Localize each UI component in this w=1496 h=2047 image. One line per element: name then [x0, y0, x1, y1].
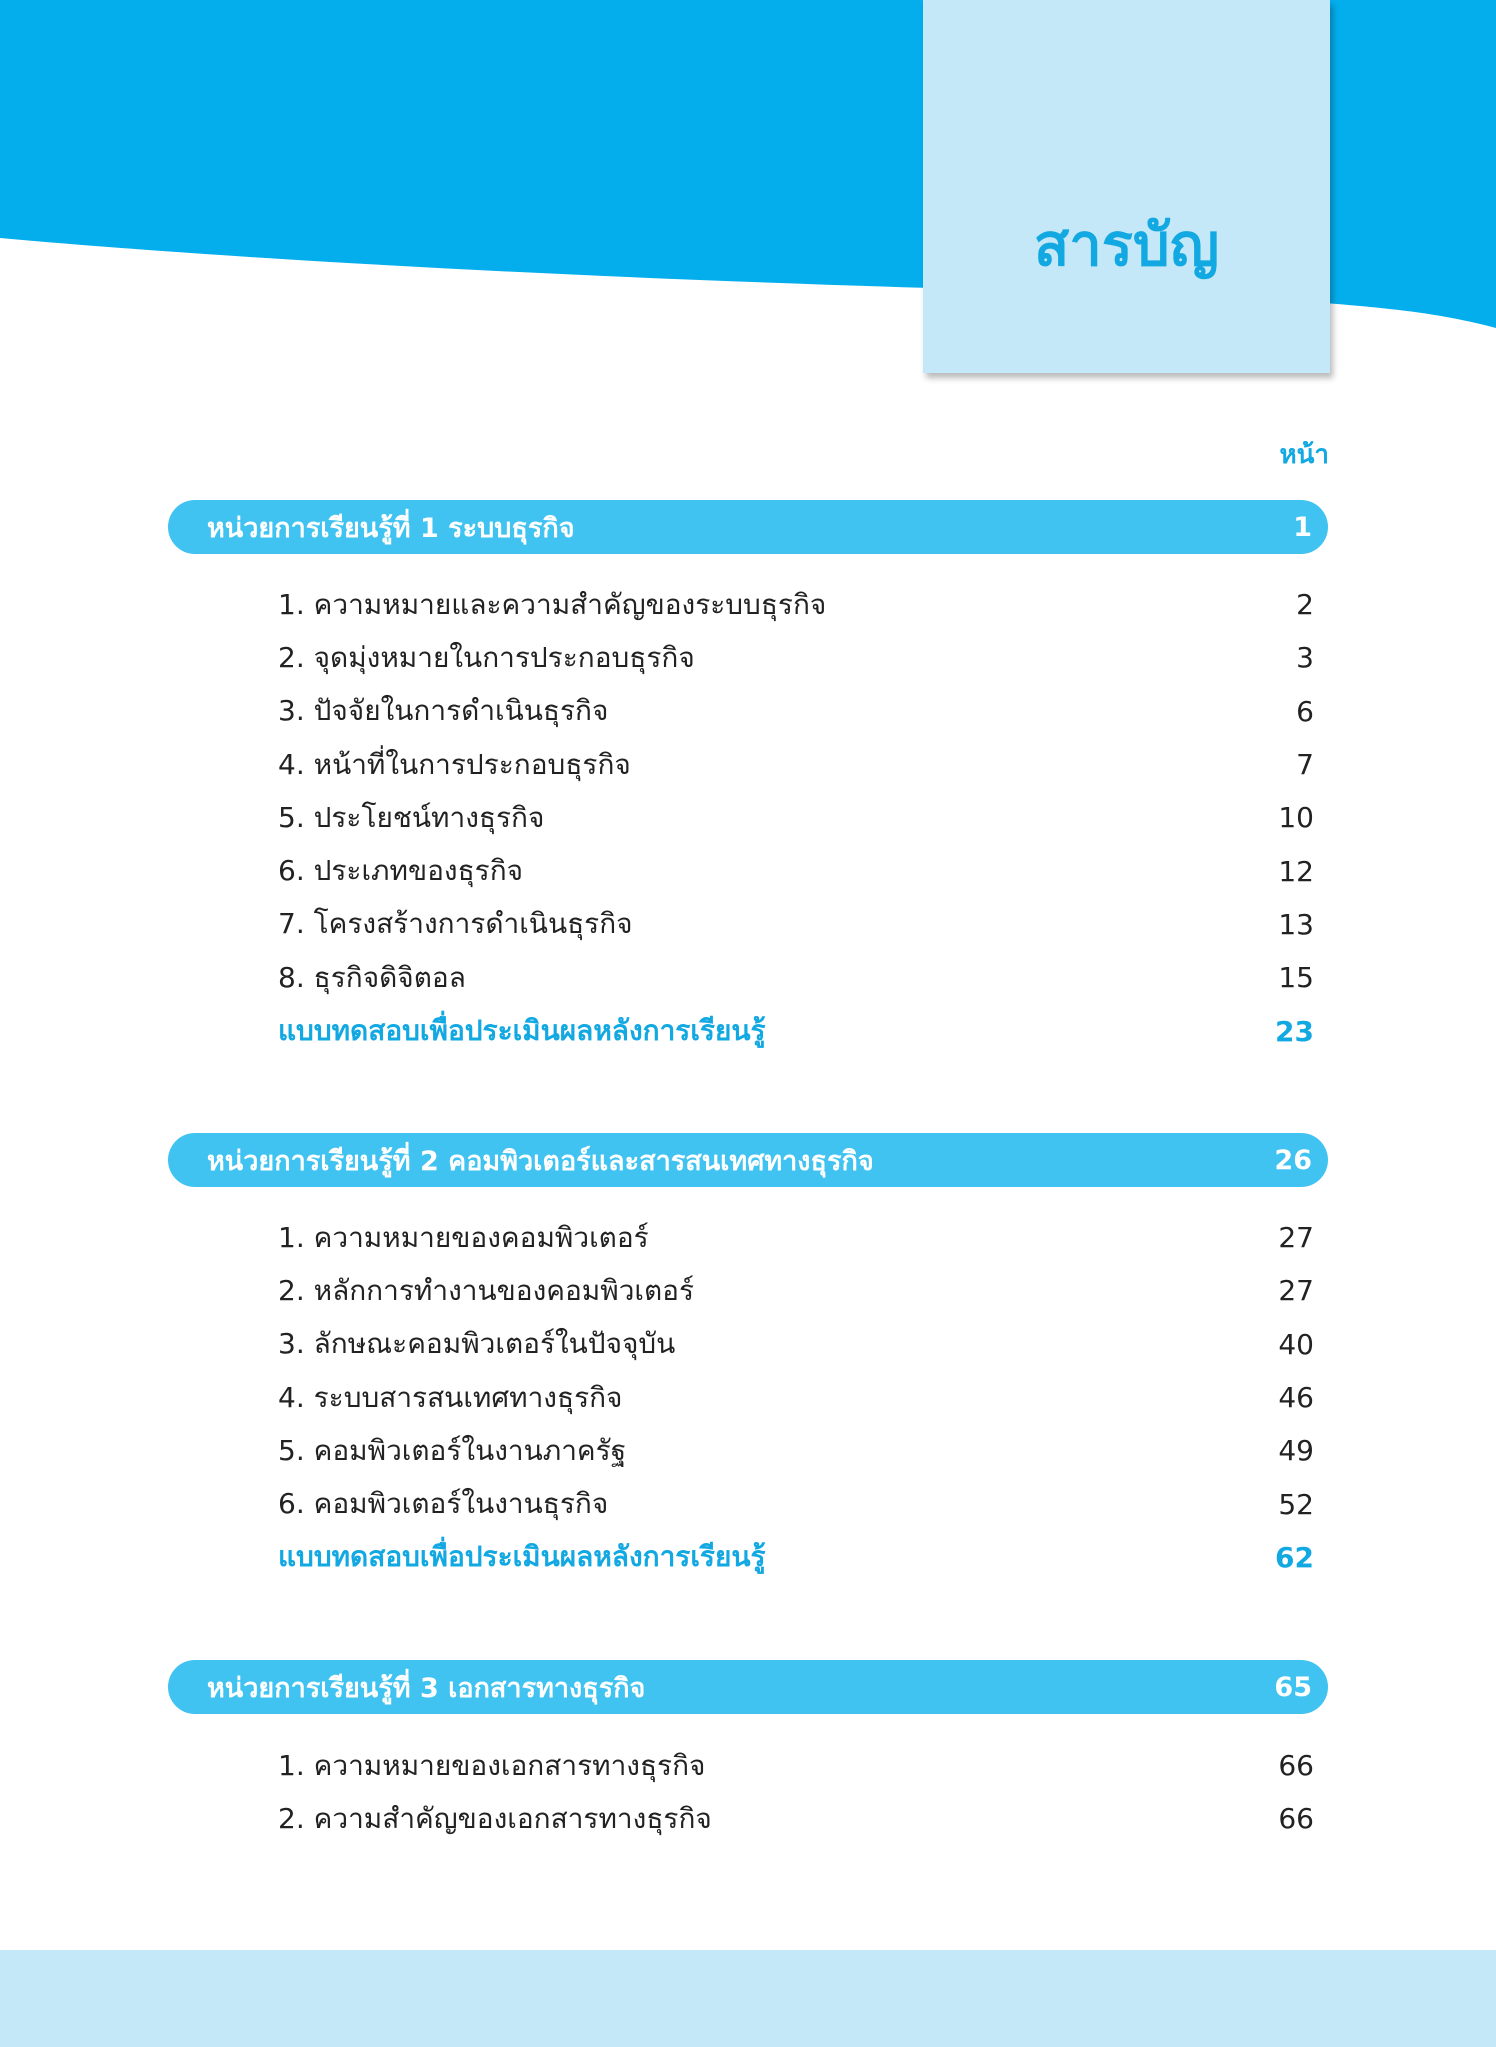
unit-title: หน่วยการเรียนรู้ที่ 3 เอกสารทางธุรกิจ — [207, 1672, 646, 1704]
entry-page: 10 — [1278, 801, 1314, 835]
entry-page: 62 — [1275, 1540, 1314, 1574]
entry-page: 3 — [1296, 641, 1314, 675]
title-card — [923, 0, 1330, 373]
entry-label: 1. ความหมายของเอกสารทางธุรกิจ — [278, 1748, 706, 1782]
entry-label: 8. ธุรกิจดิจิตอล — [278, 960, 466, 994]
entry-page: 66 — [1278, 1749, 1314, 1783]
entry-page: 12 — [1278, 854, 1314, 888]
entry-page: 49 — [1278, 1434, 1314, 1468]
entry-label: 1. ความหมายของคอมพิวเตอร์ — [278, 1220, 649, 1254]
entry-label: 4. ระบบสารสนเทศทางธุรกิจ — [278, 1380, 623, 1414]
toc-entry[interactable] — [278, 1739, 1314, 1792]
entry-page: 40 — [1278, 1327, 1314, 1361]
page-title: สารบัญ — [1033, 211, 1220, 279]
toc-entry[interactable] — [278, 951, 1314, 1004]
entry-label: 3. ลักษณะคอมพิวเตอร์ในปัจจุบัน — [278, 1327, 676, 1361]
entry-page: 6 — [1296, 694, 1314, 728]
entry-label: แบบทดสอบเพื่อประเมินผลหลังการเรียนรู้ — [278, 1014, 766, 1048]
entry-page: 7 — [1296, 748, 1314, 782]
unit-page: 65 — [1274, 1671, 1312, 1703]
entry-label: 5. ประโยชน์ทางธุรกิจ — [278, 800, 545, 834]
toc-entry[interactable] — [278, 844, 1314, 897]
page-column-label: หน้า — [1279, 440, 1329, 470]
entry-page: 15 — [1278, 961, 1314, 995]
toc-entry[interactable] — [278, 1371, 1314, 1424]
entry-page: 27 — [1278, 1221, 1314, 1255]
entry-label: 4. หน้าที่ในการประกอบธุรกิจ — [278, 747, 631, 781]
toc-entry[interactable] — [278, 738, 1314, 791]
toc-entry[interactable] — [278, 631, 1314, 684]
unit-page: 1 — [1293, 511, 1312, 543]
footer-band — [0, 1950, 1496, 2047]
unit-title: หน่วยการเรียนรู้ที่ 2 คอมพิวเตอร์และสารสนเทศทางธุรกิจ — [207, 1145, 874, 1177]
entry-page: 2 — [1296, 588, 1314, 622]
toc-entry[interactable] — [278, 1264, 1314, 1317]
toc-entry[interactable] — [278, 898, 1314, 951]
toc-entry[interactable] — [278, 578, 1314, 631]
entry-page: 46 — [1278, 1381, 1314, 1415]
unit-3-header[interactable] — [168, 1660, 1328, 1714]
entry-label: 6. ประเภทของธุรกิจ — [278, 854, 524, 888]
unit-title: หน่วยการเรียนรู้ที่ 1 ระบบธุรกิจ — [207, 512, 575, 544]
unit-2-entries — [278, 1211, 1314, 1584]
unit-1-entries — [278, 578, 1314, 1058]
entry-label: 5. คอมพิวเตอร์ในงานภาครัฐ — [278, 1433, 627, 1467]
entry-page: 13 — [1278, 907, 1314, 941]
entry-page: 66 — [1278, 1802, 1314, 1836]
toc-entry-post-test[interactable] — [278, 1004, 1314, 1057]
entry-page: 27 — [1278, 1274, 1314, 1308]
toc-entry[interactable] — [278, 1211, 1314, 1264]
entry-label: 1. ความหมายและความสำคัญของระบบธุรกิจ — [278, 587, 827, 621]
entry-page: 23 — [1275, 1014, 1314, 1048]
entry-label: 7. โครงสร้างการดำเนินธุรกิจ — [278, 907, 633, 941]
entry-label: 2. จุดมุ่งหมายในการประกอบธุรกิจ — [278, 640, 695, 674]
unit-3-entries — [278, 1739, 1314, 1846]
entry-label: 2. หลักการทำงานของคอมพิวเตอร์ — [278, 1273, 695, 1307]
unit-1-header[interactable] — [168, 500, 1328, 554]
unit-page: 26 — [1274, 1144, 1312, 1176]
toc-entry[interactable] — [278, 685, 1314, 738]
toc-entry[interactable] — [278, 1318, 1314, 1371]
entry-label: 3. ปัจจัยในการดำเนินธุรกิจ — [278, 694, 609, 728]
toc-entry[interactable] — [278, 1792, 1314, 1845]
entry-label: 2. ความสำคัญของเอกสารทางธุรกิจ — [278, 1801, 712, 1835]
toc-entry[interactable] — [278, 1424, 1314, 1477]
entry-label: แบบทดสอบเพื่อประเมินผลหลังการเรียนรู้ — [278, 1540, 766, 1574]
entry-label: 6. คอมพิวเตอร์ในงานธุรกิจ — [278, 1487, 609, 1521]
toc-entry[interactable] — [278, 791, 1314, 844]
unit-2-header[interactable] — [168, 1133, 1328, 1187]
entry-page: 52 — [1278, 1487, 1314, 1521]
toc-entry-post-test[interactable] — [278, 1531, 1314, 1584]
toc-entry[interactable] — [278, 1477, 1314, 1530]
